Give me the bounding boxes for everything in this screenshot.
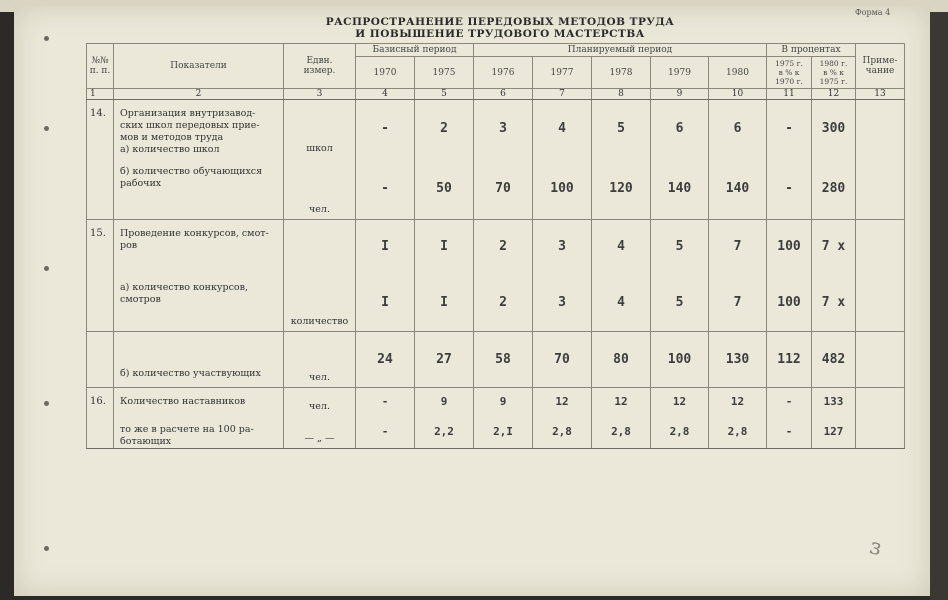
value-cell: -: [356, 416, 415, 449]
value-cell: 112: [767, 332, 812, 388]
header-pct-1980: 1980 г. в % к 1975 г.: [812, 57, 856, 89]
unit-cell: школ: [284, 100, 356, 158]
value-cell: 2,2: [415, 416, 474, 449]
indicator-label: а) количество конкурсов, смотров: [114, 274, 284, 332]
value-cell: 12: [533, 388, 592, 416]
value-cell: 5: [592, 100, 651, 158]
value-cell: 133: [812, 388, 856, 416]
value-cell: 2,8: [709, 416, 767, 449]
value-cell: 120: [592, 158, 651, 220]
header-percent: В процентах: [767, 44, 856, 57]
value-cell: 80: [592, 332, 651, 388]
value-cell: 2: [415, 100, 474, 158]
row-number: 14.: [87, 100, 114, 158]
value-cell: 2,8: [592, 416, 651, 449]
right-dark-edge: [930, 12, 948, 600]
column-number: 12: [812, 89, 856, 100]
value-cell: 130: [709, 332, 767, 388]
indicator-label: б) количество участвующих: [114, 332, 284, 388]
value-cell: 6: [651, 100, 709, 158]
column-number: 8: [592, 89, 651, 100]
row-number: [87, 274, 114, 332]
table-row: [87, 274, 905, 332]
value-cell: 100: [533, 158, 592, 220]
row-number: 15.: [87, 220, 114, 274]
value-cell: 140: [709, 158, 767, 220]
value-cell: 9: [415, 388, 474, 416]
unit-cell: количество: [284, 274, 356, 332]
value-cell: -: [767, 158, 812, 220]
header-year: 1970: [356, 57, 415, 89]
value-cell: 9: [474, 388, 533, 416]
data-table: [86, 43, 905, 449]
value-cell: 280: [812, 158, 856, 220]
indicator-label: Количество наставников: [114, 388, 284, 416]
value-cell: 4: [592, 274, 651, 332]
value-cell: 6: [709, 100, 767, 158]
value-cell: 24: [356, 332, 415, 388]
header-pct-1975: 1975 г. в % к 1970 г.: [767, 57, 812, 89]
value-cell: 70: [474, 158, 533, 220]
indicator-label: Организация внутризавод- ских школ передовых прие- мов и методов труда а) количество школ: [114, 100, 284, 158]
column-number: 3: [284, 89, 356, 100]
value-cell: 2: [474, 274, 533, 332]
header-planned-period: Планируемый период: [474, 44, 767, 57]
row-number: 16.: [87, 388, 114, 416]
column-number: 4: [356, 89, 415, 100]
value-cell: 482: [812, 332, 856, 388]
value-cell: 12: [651, 388, 709, 416]
column-numbers-row: [87, 89, 905, 100]
table-body: [87, 100, 905, 449]
value-cell: 12: [709, 388, 767, 416]
table-row: [87, 158, 905, 220]
header-year: 1977: [533, 57, 592, 89]
note-cell: [856, 100, 905, 158]
unit-cell: [284, 220, 356, 274]
value-cell: I: [356, 220, 415, 274]
value-cell: 100: [767, 220, 812, 274]
value-cell: 2,8: [651, 416, 709, 449]
value-cell: 3: [533, 274, 592, 332]
row-number: [87, 158, 114, 220]
value-cell: I: [415, 220, 474, 274]
note-cell: [856, 416, 905, 449]
column-number: 7: [533, 89, 592, 100]
header-note: Приме- чание: [856, 44, 905, 89]
row-number: [87, 332, 114, 388]
value-cell: 140: [651, 158, 709, 220]
table-row: [87, 416, 905, 449]
value-cell: 4: [533, 100, 592, 158]
value-cell: 5: [651, 220, 709, 274]
column-number: 9: [651, 89, 709, 100]
value-cell: 7: [709, 274, 767, 332]
header-year: 1976: [474, 57, 533, 89]
form-tag: Форма 4: [855, 8, 891, 17]
value-cell: -: [767, 416, 812, 449]
value-cell: 50: [415, 158, 474, 220]
unit-cell: чел.: [284, 332, 356, 388]
table-row: [87, 100, 905, 158]
value-cell: 100: [651, 332, 709, 388]
value-cell: 27: [415, 332, 474, 388]
value-cell: 3: [474, 100, 533, 158]
value-cell: I: [356, 274, 415, 332]
value-cell: 100: [767, 274, 812, 332]
indicator-label: б) количество обучающихся рабочих: [114, 158, 284, 220]
header-year: 1979: [651, 57, 709, 89]
indicator-label: Проведение конкурсов, смот- ров: [114, 220, 284, 274]
value-cell: 7 x: [812, 220, 856, 274]
table-row: [87, 332, 905, 388]
table-row: [87, 388, 905, 416]
handwritten-mark: ɜ: [866, 533, 885, 562]
column-number: 5: [415, 89, 474, 100]
value-cell: 12: [592, 388, 651, 416]
column-number: 10: [709, 89, 767, 100]
row-number: [87, 416, 114, 449]
note-cell: [856, 158, 905, 220]
value-cell: I: [415, 274, 474, 332]
document-title-line1: РАСПРОСТРАНЕНИЕ ПЕРЕДОВЫХ МЕТОДОВ ТРУДА: [325, 16, 675, 28]
value-cell: 70: [533, 332, 592, 388]
value-cell: 2: [474, 220, 533, 274]
header-year: 1978: [592, 57, 651, 89]
column-number: 1: [87, 89, 114, 100]
value-cell: -: [356, 100, 415, 158]
unit-cell: чел.: [284, 158, 356, 220]
value-cell: 58: [474, 332, 533, 388]
header-base-period: Базисный период: [356, 44, 474, 57]
note-cell: [856, 332, 905, 388]
table-row: [87, 220, 905, 274]
value-cell: 2,8: [533, 416, 592, 449]
value-cell: -: [767, 100, 812, 158]
header-indicators: Показатели: [114, 44, 284, 89]
value-cell: 127: [812, 416, 856, 449]
header-unit: Едвн. измер.: [284, 44, 356, 89]
value-cell: 7: [709, 220, 767, 274]
value-cell: 300: [812, 100, 856, 158]
column-number: 11: [767, 89, 812, 100]
value-cell: 7 x: [812, 274, 856, 332]
column-number: 6: [474, 89, 533, 100]
value-cell: 3: [533, 220, 592, 274]
value-cell: -: [356, 388, 415, 416]
value-cell: 2,I: [474, 416, 533, 449]
column-number: 13: [856, 89, 905, 100]
value-cell: -: [767, 388, 812, 416]
indicator-label: то же в расчете на 100 ра- ботающих: [114, 416, 284, 449]
value-cell: 5: [651, 274, 709, 332]
header-year: 1980: [709, 57, 767, 89]
unit-cell: чел.: [284, 388, 356, 416]
unit-cell: — „ —: [284, 416, 356, 449]
header-num: №№ п. п.: [87, 44, 114, 89]
note-cell: [856, 274, 905, 332]
column-number: 2: [114, 89, 284, 100]
value-cell: -: [356, 158, 415, 220]
document-title-line2: И ПОВЫШЕНИЕ ТРУДОВОГО МАСТЕРСТВА: [355, 28, 645, 40]
note-cell: [856, 388, 905, 416]
value-cell: 4: [592, 220, 651, 274]
header-year: 1975: [415, 57, 474, 89]
note-cell: [856, 220, 905, 274]
